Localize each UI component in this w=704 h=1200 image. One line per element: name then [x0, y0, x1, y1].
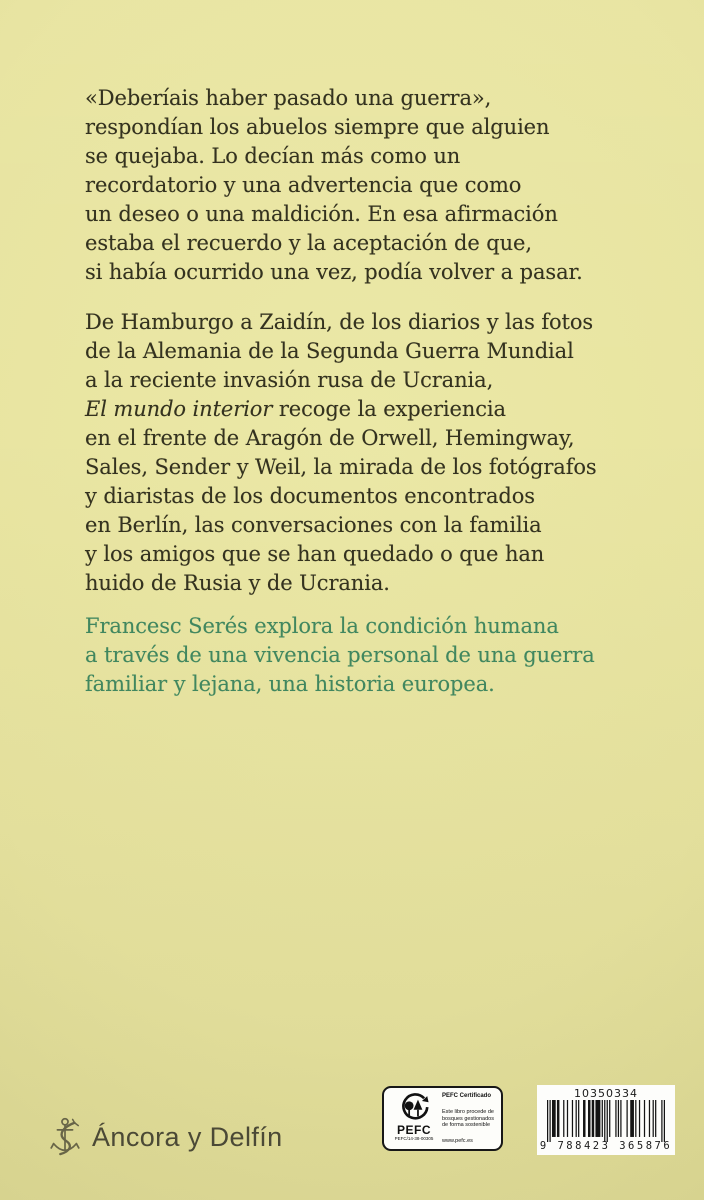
text-line: en Berlín, las conversaciones con la familia [85, 513, 542, 537]
barcode-isbn-digits: 9 788423 365876 [539, 1140, 673, 1152]
anchor-dolphin-emblem-icon [46, 1116, 84, 1158]
pefc-title: PEFC Certificado [442, 1093, 492, 1099]
pefc-text-column [437, 1093, 495, 1145]
text-line: Este libro procede de [442, 1109, 494, 1116]
pefc-logo [391, 1093, 437, 1145]
ean13-bars [547, 1100, 665, 1142]
text-line: El mundo interior recoge la experiencia [85, 397, 506, 421]
text-line: de la Alemania de la Segunda Guerra Mundial [85, 339, 574, 363]
text-line: en el frente de Aragón de Orwell, Hemingway, [85, 426, 575, 450]
text-line: De Hamburgo a Zaidín, de los diarios y las fotos [85, 310, 594, 334]
text-line: y los amigos que se han quedado o que han [85, 542, 545, 566]
text-line: respondían los abuelos siempre que alguien [85, 115, 550, 139]
pefc-description [442, 1109, 495, 1129]
publisher-imprint [46, 1116, 283, 1158]
text-line: Sales, Sender y Weil, la mirada de los fotógrafos [85, 455, 597, 479]
pefc-cert-code: PEFC/14-38-00305 [394, 1136, 434, 1141]
text-line: bosques gestionados [442, 1115, 494, 1122]
text-line: huido de Rusia y de Ucrania. [85, 571, 390, 595]
text-line: familiar y lejana, una historia europea. [85, 672, 495, 696]
publisher-name: Áncora y Delfín [92, 1121, 283, 1152]
synopsis-paragraph [85, 308, 597, 598]
text-line: «Deberíais haber pasado una guerra», [85, 86, 492, 110]
text-line: de forma sostenible [442, 1122, 490, 1129]
text-line: recordatorio y una advertencia que como [85, 173, 522, 197]
pefc-trees-icon [398, 1093, 430, 1123]
pefc-certification-label [382, 1086, 503, 1151]
text-line: un deseo o una maldición. En esa afirmación [85, 202, 558, 226]
pefc-logo-word: PEFC [396, 1123, 431, 1137]
text-line: si había ocurrido una vez, podía volver a pasar. [85, 260, 583, 284]
isbn-barcode [537, 1085, 675, 1155]
text-line: a través de una vivencia personal de una guerra [85, 643, 595, 667]
text-line: y diaristas de los documentos encontrados [85, 484, 535, 508]
text-line: estaba el recuerdo y la aceptación de que, [85, 231, 532, 255]
pefc-url: www.pefc.es [442, 1138, 473, 1144]
quote-paragraph [85, 84, 583, 287]
highlight-paragraph [85, 612, 595, 699]
barcode-top-number: 10350334 [574, 1087, 638, 1100]
text-line: a la reciente invasión rusa de Ucrania, [85, 368, 494, 392]
text-line: Francesc Serés explora la condición humana [85, 614, 559, 638]
text-line: se quejaba. Lo decían más como un [85, 144, 461, 168]
